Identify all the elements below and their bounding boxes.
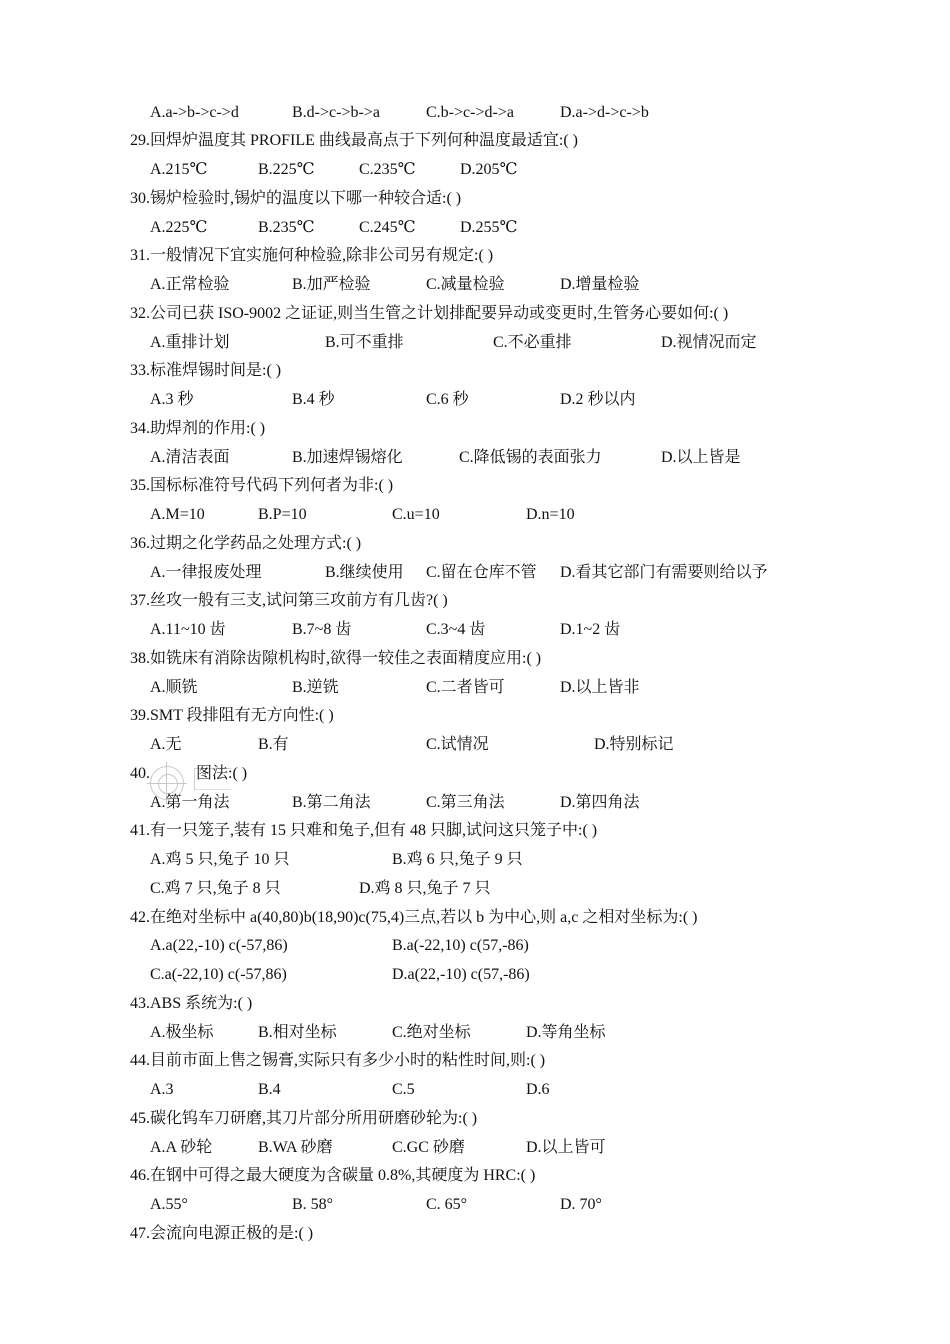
answer-option: D.鸡 8 只,兔子 7 只 [359, 880, 491, 897]
answer-option: D.看其它部门有需要则给以予 [560, 564, 768, 581]
answer-option: B.加严检验 [292, 276, 371, 293]
answer-option: B.第二角法 [292, 794, 371, 811]
answer-option: D.以上皆可 [526, 1139, 606, 1156]
answer-option: D.a(22,-10) c(57,-86) [392, 966, 530, 983]
answer-option: B.有 [258, 736, 289, 753]
answer-option: C.u=10 [392, 506, 440, 523]
answer-option: B.可不重排 [325, 334, 404, 351]
answer-option: C.245℃ [359, 219, 416, 236]
answer-option: C.试情况 [426, 736, 489, 753]
question-text: 37.丝攻一般有三支,试问第三攻前方有几齿?( ) [130, 592, 448, 609]
answer-option: B.P=10 [258, 506, 307, 523]
answer-option: B.a(-22,10) c(57,-86) [392, 937, 529, 954]
answer-option: C. 65° [426, 1196, 468, 1213]
answer-option: B.d->c->b->a [292, 104, 380, 121]
answer-option: D.a->d->c->b [560, 104, 649, 121]
answer-option: A.第一角法 [150, 794, 230, 811]
answer-option: B.鸡 6 只,兔子 9 只 [392, 851, 523, 868]
answer-option: B.4 [258, 1081, 281, 1098]
answer-option: A.3 秒 [150, 391, 194, 408]
answer-option: C.GC 砂磨 [392, 1139, 465, 1156]
answer-option: A.重排计划 [150, 334, 230, 351]
answer-option: C.绝对坐标 [392, 1024, 471, 1041]
answer-option: D.1~2 齿 [560, 621, 621, 638]
answer-option: D.视情况而定 [661, 334, 757, 351]
answer-option: B.相对坐标 [258, 1024, 337, 1041]
answer-option: A.鸡 5 只,兔子 10 只 [150, 851, 290, 868]
question-text: 29.回焊炉温度其 PROFILE 曲线最高点于下列何种温度最适宜:( ) [130, 132, 579, 149]
answer-option: C.a(-22,10) c(-57,86) [150, 966, 287, 983]
question-text: 31.一般情况下宜实施何种检验,除非公司另有规定:( ) [130, 247, 494, 264]
answer-option: D.6 [526, 1081, 550, 1098]
question-text: 43.ABS 系统为:( ) [130, 995, 253, 1012]
answer-option: D.特别标记 [594, 736, 674, 753]
answer-option: B.225℃ [258, 161, 315, 178]
answer-option: D.第四角法 [560, 794, 640, 811]
question-number: 40. [130, 765, 150, 782]
answer-option: A.清洁表面 [150, 449, 230, 466]
question-text: 46.在钢中可得之最大硬度为含碳量 0.8%,其硬度为 HRC:( ) [130, 1167, 536, 1184]
answer-option: A.极坐标 [150, 1024, 214, 1041]
question-text: 44.目前市面上售之锡膏,实际只有多少小时的粘性时间,则:( ) [130, 1052, 546, 1069]
answer-option: C.降低锡的表面张力 [459, 449, 602, 466]
answer-option: D.205℃ [460, 161, 518, 178]
answer-option: A.55° [150, 1196, 188, 1213]
answer-option: C.减量检验 [426, 276, 505, 293]
answer-option: A.225℃ [150, 219, 208, 236]
answer-option: C.3~4 齿 [426, 621, 486, 638]
answer-option: C.6 秒 [426, 391, 469, 408]
answer-option: D.2 秒以内 [560, 391, 636, 408]
answer-option: C.b->c->d->a [426, 104, 514, 121]
answer-option: B.WA 砂磨 [258, 1139, 333, 1156]
answer-option: C.第三角法 [426, 794, 505, 811]
answer-option: D. 70° [560, 1196, 602, 1213]
answer-option: A.一律报废处理 [150, 564, 262, 581]
answer-option: B.逆铣 [292, 679, 339, 696]
question-text: 32.公司已获 ISO-9002 之证证,则当生管之计划排配要异动或变更时,生管务心要如何:( ) [130, 305, 729, 322]
question-text: 47.会流向电源正极的是:( ) [130, 1225, 314, 1242]
answer-option: C.二者皆可 [426, 679, 505, 696]
question-text: 36.过期之化学药品之处理方式:( ) [130, 535, 362, 552]
question-text: 42.在绝对坐标中 a(40,80)b(18,90)c(75,4)三点,若以 b 为中心,则 a,c 之相对坐标为:( ) [130, 909, 698, 926]
question-text: 34.助焊剂的作用:( ) [130, 420, 266, 437]
question-text: 30.锡炉检验时,锡炉的温度以下哪一种较合适:( ) [130, 190, 462, 207]
answer-option: A.a->b->c->d [150, 104, 239, 121]
answer-option: B. 58° [292, 1196, 334, 1213]
answer-option: A.正常检验 [150, 276, 230, 293]
answer-option: C.鸡 7 只,兔子 8 只 [150, 880, 281, 897]
question-text: 35.国标标准符号代码下列何者为非:( ) [130, 477, 394, 494]
question-text: 33.标准焊锡时间是:( ) [130, 362, 282, 379]
question-text: 45.碳化钨车刀研磨,其刀片部分所用研磨砂轮为:( ) [130, 1110, 478, 1127]
answer-option: A.A 砂轮 [150, 1139, 213, 1156]
answer-option: A.无 [150, 736, 182, 753]
answer-option: D.增量检验 [560, 276, 640, 293]
question-text: 39.SMT 段排阻有无方向性:( ) [130, 707, 334, 724]
answer-option: C.不必重排 [493, 334, 572, 351]
answer-option: C.留在仓库不管 [426, 564, 537, 581]
answer-option: A.顺铣 [150, 679, 198, 696]
answer-option: B.235℃ [258, 219, 315, 236]
answer-option: A.a(22,-10) c(-57,86) [150, 937, 288, 954]
answer-option: B.4 秒 [292, 391, 335, 408]
answer-option: B.7~8 齿 [292, 621, 352, 638]
answer-option: A.3 [150, 1081, 174, 1098]
answer-option: B.加速焊锡熔化 [292, 449, 403, 466]
answer-option: D.等角坐标 [526, 1024, 606, 1041]
question-text: 41.有一只笼子,装有 15 只难和兔子,但有 48 只脚,试问这只笼子中:( ) [130, 822, 598, 839]
answer-option: D.n=10 [526, 506, 575, 523]
question-text: 38.如铣床有消除齿隙机构时,欲得一较佳之表面精度应用:( ) [130, 650, 542, 667]
answer-option: A.M=10 [150, 506, 205, 523]
answer-option: C.5 [392, 1081, 415, 1098]
answer-option: D.255℃ [460, 219, 518, 236]
answer-option: C.235℃ [359, 161, 416, 178]
answer-option: D.以上皆是 [661, 449, 741, 466]
answer-option: B.继续使用 [325, 564, 404, 581]
answer-option: D.以上皆非 [560, 679, 640, 696]
answer-option: A.11~10 齿 [150, 621, 226, 638]
answer-option: A.215℃ [150, 161, 208, 178]
question-text: 图法:( ) [196, 765, 248, 782]
